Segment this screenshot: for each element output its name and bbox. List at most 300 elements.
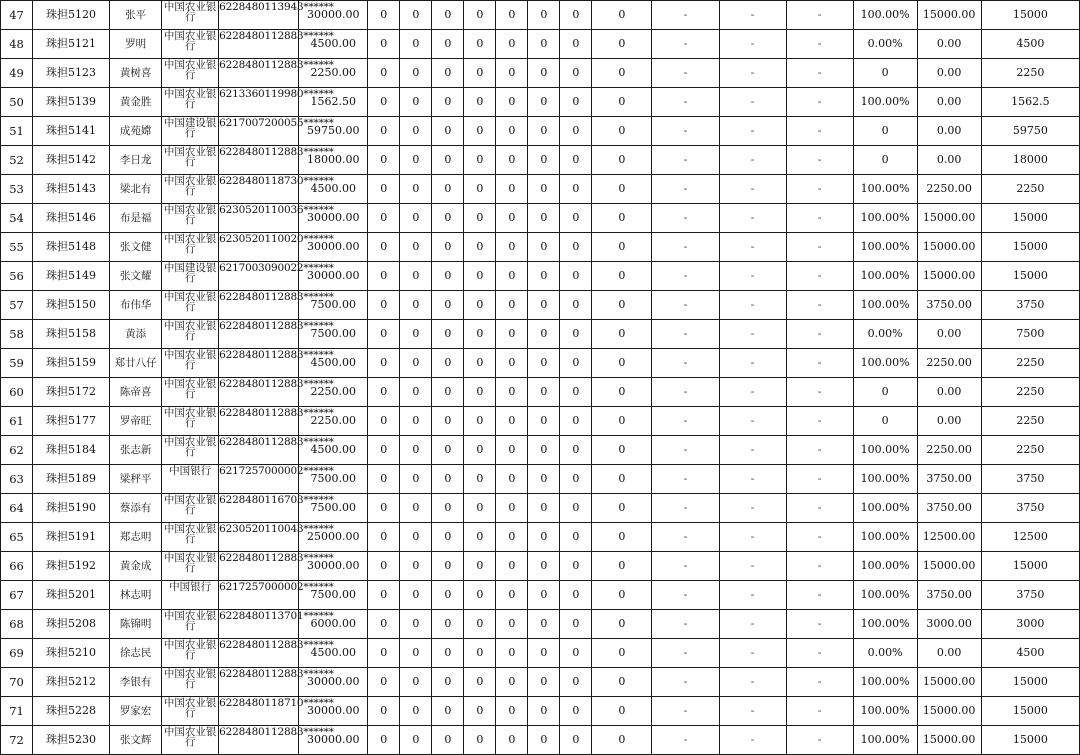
row-paid-cell: 3750.00	[917, 465, 981, 494]
table-row	[1, 494, 1080, 523]
row-zero-cell: 0	[432, 30, 464, 59]
row-index-cell: 57	[1, 291, 33, 320]
table-row	[1, 291, 1080, 320]
row-bank-cell: 中国农业银行	[162, 291, 219, 320]
row-card-number-cell: 6228480112883******	[219, 668, 299, 697]
row-name-cell: 罗家宏	[110, 697, 162, 726]
row-index-cell: 61	[1, 407, 33, 436]
row-zero-cell: 0	[592, 465, 652, 494]
row-zero-cell: 0	[528, 204, 560, 233]
row-name-cell: 布伟华	[110, 291, 162, 320]
row-zero-cell: 0	[496, 639, 528, 668]
row-zero-cell: 0	[528, 552, 560, 581]
row-name-cell: 梁北有	[110, 175, 162, 204]
row-zero-cell: 0	[432, 175, 464, 204]
row-paid-cell: 15000.00	[917, 697, 981, 726]
row-dash-cell: -	[652, 88, 719, 117]
row-bank-cell: 中国农业银行	[162, 436, 219, 465]
row-zero-cell: 0	[592, 233, 652, 262]
row-code-cell: 珠担5230	[33, 726, 110, 755]
row-zero-cell: 0	[496, 59, 528, 88]
row-zero-cell: 0	[592, 291, 652, 320]
row-dash-cell: -	[786, 639, 853, 668]
row-bank-cell: 中国农业银行	[162, 88, 219, 117]
row-zero-cell: 0	[592, 581, 652, 610]
row-code-cell: 珠担5120	[33, 1, 110, 30]
row-zero-cell: 0	[592, 175, 652, 204]
row-zero-cell: 0	[400, 204, 432, 233]
row-dash-cell: -	[652, 552, 719, 581]
row-code-cell: 珠担5190	[33, 494, 110, 523]
row-name-cell: 黄添	[110, 320, 162, 349]
row-zero-cell: 0	[496, 262, 528, 291]
row-total-cell: 59750	[981, 117, 1079, 146]
row-code-cell: 珠担5191	[33, 523, 110, 552]
row-zero-cell: 0	[592, 88, 652, 117]
row-paid-cell: 0.00	[917, 59, 981, 88]
row-zero-cell: 0	[496, 175, 528, 204]
row-zero-cell: 0	[432, 523, 464, 552]
row-zero-cell: 0	[496, 1, 528, 30]
row-amount-cell: 30000.00	[299, 233, 368, 262]
row-zero-cell: 0	[432, 697, 464, 726]
row-zero-cell: 0	[560, 204, 592, 233]
row-zero-cell: 0	[400, 523, 432, 552]
row-zero-cell: 0	[368, 204, 400, 233]
row-zero-cell: 0	[560, 465, 592, 494]
row-index-cell: 49	[1, 59, 33, 88]
row-card-number-cell: 6228480112883******	[219, 349, 299, 378]
row-zero-cell: 0	[464, 233, 496, 262]
row-dash-cell: -	[719, 59, 786, 88]
row-code-cell: 珠担5189	[33, 465, 110, 494]
row-index-cell: 51	[1, 117, 33, 146]
row-zero-cell: 0	[528, 697, 560, 726]
row-zero-cell: 0	[496, 552, 528, 581]
row-zero-cell: 0	[368, 175, 400, 204]
row-zero-cell: 0	[560, 581, 592, 610]
row-zero-cell: 0	[528, 233, 560, 262]
row-zero-cell: 0	[528, 262, 560, 291]
row-paid-cell: 3000.00	[917, 610, 981, 639]
row-zero-cell: 0	[368, 378, 400, 407]
row-card-number-cell: 6228480112883******	[219, 146, 299, 175]
row-index-cell: 53	[1, 175, 33, 204]
row-bank-cell: 中国农业银行	[162, 175, 219, 204]
row-amount-cell: 7500.00	[299, 494, 368, 523]
row-name-cell: 张文健	[110, 233, 162, 262]
row-zero-cell: 0	[560, 668, 592, 697]
row-zero-cell: 0	[592, 117, 652, 146]
row-dash-cell: -	[652, 320, 719, 349]
row-zero-cell: 0	[400, 117, 432, 146]
row-zero-cell: 0	[592, 436, 652, 465]
row-percent-cell: 100.00%	[853, 581, 917, 610]
row-zero-cell: 0	[368, 146, 400, 175]
row-zero-cell: 0	[464, 146, 496, 175]
row-zero-cell: 0	[560, 407, 592, 436]
row-card-number-cell: 6228480112883******	[219, 291, 299, 320]
row-zero-cell: 0	[432, 59, 464, 88]
row-zero-cell: 0	[464, 726, 496, 755]
table-row	[1, 146, 1080, 175]
row-percent-cell: 100.00%	[853, 291, 917, 320]
row-zero-cell: 0	[368, 88, 400, 117]
row-bank-cell: 中国农业银行	[162, 523, 219, 552]
row-zero-cell: 0	[528, 523, 560, 552]
row-dash-cell: -	[652, 581, 719, 610]
row-zero-cell: 0	[368, 697, 400, 726]
table-body	[1, 1, 1080, 755]
row-name-cell: 罗帝旺	[110, 407, 162, 436]
row-zero-cell: 0	[496, 378, 528, 407]
row-card-number-cell: 6228480118710******	[219, 697, 299, 726]
row-zero-cell: 0	[592, 407, 652, 436]
row-zero-cell: 0	[560, 726, 592, 755]
row-zero-cell: 0	[464, 175, 496, 204]
row-zero-cell: 0	[464, 494, 496, 523]
row-dash-cell: -	[719, 291, 786, 320]
row-dash-cell: -	[786, 262, 853, 291]
row-amount-cell: 4500.00	[299, 30, 368, 59]
row-name-cell: 梁秤平	[110, 465, 162, 494]
row-zero-cell: 0	[592, 610, 652, 639]
row-percent-cell: 0	[853, 378, 917, 407]
row-total-cell: 15000	[981, 668, 1079, 697]
row-zero-cell: 0	[400, 581, 432, 610]
row-zero-cell: 0	[432, 320, 464, 349]
row-dash-cell: -	[652, 59, 719, 88]
row-zero-cell: 0	[560, 552, 592, 581]
row-code-cell: 珠担5177	[33, 407, 110, 436]
row-card-number-cell: 6217257000002******	[219, 581, 299, 610]
row-total-cell: 2250	[981, 407, 1079, 436]
row-dash-cell: -	[786, 175, 853, 204]
row-zero-cell: 0	[400, 407, 432, 436]
row-index-cell: 71	[1, 697, 33, 726]
row-zero-cell: 0	[464, 639, 496, 668]
row-index-cell: 70	[1, 668, 33, 697]
row-percent-cell: 100.00%	[853, 697, 917, 726]
row-zero-cell: 0	[400, 610, 432, 639]
row-dash-cell: -	[719, 262, 786, 291]
row-name-cell: 李银有	[110, 668, 162, 697]
row-zero-cell: 0	[432, 233, 464, 262]
row-paid-cell: 3750.00	[917, 581, 981, 610]
row-zero-cell: 0	[592, 1, 652, 30]
table-row	[1, 59, 1080, 88]
row-index-cell: 58	[1, 320, 33, 349]
row-zero-cell: 0	[432, 726, 464, 755]
row-zero-cell: 0	[400, 146, 432, 175]
table-row	[1, 117, 1080, 146]
row-zero-cell: 0	[464, 465, 496, 494]
row-zero-cell: 0	[368, 262, 400, 291]
row-zero-cell: 0	[432, 639, 464, 668]
row-percent-cell: 100.00%	[853, 262, 917, 291]
row-paid-cell: 0.00	[917, 117, 981, 146]
row-dash-cell: -	[719, 1, 786, 30]
row-zero-cell: 0	[560, 494, 592, 523]
row-zero-cell: 0	[496, 88, 528, 117]
row-bank-cell: 中国农业银行	[162, 668, 219, 697]
row-code-cell: 珠担5208	[33, 610, 110, 639]
row-amount-cell: 30000.00	[299, 262, 368, 291]
row-zero-cell: 0	[496, 726, 528, 755]
row-zero-cell: 0	[528, 146, 560, 175]
row-name-cell: 张文耀	[110, 262, 162, 291]
row-zero-cell: 0	[368, 581, 400, 610]
row-dash-cell: -	[719, 726, 786, 755]
row-dash-cell: -	[652, 349, 719, 378]
row-zero-cell: 0	[400, 436, 432, 465]
row-zero-cell: 0	[464, 668, 496, 697]
row-total-cell: 15000	[981, 1, 1079, 30]
row-index-cell: 62	[1, 436, 33, 465]
row-dash-cell: -	[786, 523, 853, 552]
row-dash-cell: -	[786, 610, 853, 639]
row-dash-cell: -	[719, 204, 786, 233]
row-name-cell: 林志明	[110, 581, 162, 610]
row-zero-cell: 0	[592, 552, 652, 581]
row-bank-cell: 中国农业银行	[162, 552, 219, 581]
row-zero-cell: 0	[464, 1, 496, 30]
row-total-cell: 15000	[981, 233, 1079, 262]
row-card-number-cell: 6228480116703******	[219, 494, 299, 523]
table-row	[1, 610, 1080, 639]
row-code-cell: 珠担5141	[33, 117, 110, 146]
row-zero-cell: 0	[560, 523, 592, 552]
row-bank-cell: 中国银行	[162, 581, 219, 610]
row-dash-cell: -	[786, 30, 853, 59]
table-row	[1, 407, 1080, 436]
row-dash-cell: -	[719, 494, 786, 523]
row-total-cell: 3750	[981, 465, 1079, 494]
row-percent-cell: 0	[853, 407, 917, 436]
row-index-cell: 68	[1, 610, 33, 639]
row-zero-cell: 0	[464, 30, 496, 59]
table-row	[1, 349, 1080, 378]
row-bank-cell: 中国农业银行	[162, 610, 219, 639]
row-dash-cell: -	[652, 175, 719, 204]
row-dash-cell: -	[652, 697, 719, 726]
row-zero-cell: 0	[592, 378, 652, 407]
table-row	[1, 523, 1080, 552]
row-total-cell: 2250	[981, 349, 1079, 378]
row-amount-cell: 7500.00	[299, 291, 368, 320]
row-zero-cell: 0	[432, 494, 464, 523]
row-zero-cell: 0	[400, 697, 432, 726]
row-dash-cell: -	[786, 146, 853, 175]
row-bank-cell: 中国农业银行	[162, 146, 219, 175]
row-total-cell: 3750	[981, 291, 1079, 320]
row-zero-cell: 0	[528, 117, 560, 146]
row-zero-cell: 0	[368, 494, 400, 523]
row-amount-cell: 59750.00	[299, 117, 368, 146]
row-index-cell: 52	[1, 146, 33, 175]
row-percent-cell: 0.00%	[853, 320, 917, 349]
table-row	[1, 668, 1080, 697]
row-dash-cell: -	[786, 1, 853, 30]
row-zero-cell: 0	[368, 639, 400, 668]
row-bank-cell: 中国农业银行	[162, 726, 219, 755]
table-row	[1, 726, 1080, 755]
row-percent-cell: 100.00%	[853, 552, 917, 581]
row-zero-cell: 0	[400, 175, 432, 204]
row-zero-cell: 0	[464, 349, 496, 378]
row-card-number-cell: 6217003090022******	[219, 262, 299, 291]
row-paid-cell: 0.00	[917, 639, 981, 668]
row-amount-cell: 2250.00	[299, 407, 368, 436]
row-dash-cell: -	[719, 552, 786, 581]
row-zero-cell: 0	[528, 436, 560, 465]
row-zero-cell: 0	[528, 407, 560, 436]
row-card-number-cell: 6228480112883******	[219, 639, 299, 668]
row-total-cell: 1562.5	[981, 88, 1079, 117]
row-zero-cell: 0	[368, 320, 400, 349]
row-zero-cell: 0	[368, 436, 400, 465]
row-zero-cell: 0	[368, 523, 400, 552]
table-row	[1, 639, 1080, 668]
row-zero-cell: 0	[592, 204, 652, 233]
row-zero-cell: 0	[400, 378, 432, 407]
row-dash-cell: -	[719, 117, 786, 146]
row-zero-cell: 0	[400, 262, 432, 291]
row-paid-cell: 15000.00	[917, 668, 981, 697]
row-amount-cell: 4500.00	[299, 175, 368, 204]
row-name-cell: 张平	[110, 1, 162, 30]
row-zero-cell: 0	[528, 1, 560, 30]
row-zero-cell: 0	[496, 610, 528, 639]
row-amount-cell: 4500.00	[299, 436, 368, 465]
row-total-cell: 12500	[981, 523, 1079, 552]
row-paid-cell: 0.00	[917, 146, 981, 175]
row-zero-cell: 0	[368, 117, 400, 146]
row-zero-cell: 0	[496, 581, 528, 610]
table-row	[1, 88, 1080, 117]
row-index-cell: 60	[1, 378, 33, 407]
row-amount-cell: 30000.00	[299, 552, 368, 581]
row-zero-cell: 0	[528, 30, 560, 59]
row-zero-cell: 0	[464, 262, 496, 291]
row-dash-cell: -	[786, 291, 853, 320]
row-zero-cell: 0	[592, 30, 652, 59]
row-zero-cell: 0	[528, 581, 560, 610]
row-zero-cell: 0	[464, 59, 496, 88]
row-zero-cell: 0	[464, 552, 496, 581]
row-percent-cell: 0	[853, 146, 917, 175]
row-zero-cell: 0	[400, 494, 432, 523]
row-paid-cell: 15000.00	[917, 552, 981, 581]
row-zero-cell: 0	[368, 59, 400, 88]
row-paid-cell: 0.00	[917, 320, 981, 349]
row-name-cell: 罗明	[110, 30, 162, 59]
row-name-cell: 陈帝喜	[110, 378, 162, 407]
row-percent-cell: 100.00%	[853, 349, 917, 378]
row-zero-cell: 0	[464, 204, 496, 233]
row-dash-cell: -	[786, 88, 853, 117]
row-zero-cell: 0	[432, 291, 464, 320]
row-code-cell: 珠担5192	[33, 552, 110, 581]
table-row	[1, 320, 1080, 349]
row-bank-cell: 中国农业银行	[162, 204, 219, 233]
row-zero-cell: 0	[464, 88, 496, 117]
row-zero-cell: 0	[432, 262, 464, 291]
row-dash-cell: -	[719, 146, 786, 175]
row-zero-cell: 0	[528, 494, 560, 523]
row-zero-cell: 0	[528, 59, 560, 88]
row-card-number-cell: 6217257000002******	[219, 465, 299, 494]
table-row	[1, 465, 1080, 494]
row-percent-cell: 100.00%	[853, 726, 917, 755]
row-bank-cell: 中国农业银行	[162, 378, 219, 407]
row-index-cell: 59	[1, 349, 33, 378]
table-row	[1, 378, 1080, 407]
row-code-cell: 珠担5146	[33, 204, 110, 233]
table-row	[1, 30, 1080, 59]
row-index-cell: 64	[1, 494, 33, 523]
row-index-cell: 69	[1, 639, 33, 668]
row-bank-cell: 中国农业银行	[162, 407, 219, 436]
row-total-cell: 2250	[981, 378, 1079, 407]
row-code-cell: 珠担5184	[33, 436, 110, 465]
row-dash-cell: -	[786, 726, 853, 755]
row-zero-cell: 0	[560, 175, 592, 204]
row-percent-cell: 100.00%	[853, 610, 917, 639]
row-name-cell: 黄金成	[110, 552, 162, 581]
row-code-cell: 珠担5212	[33, 668, 110, 697]
row-amount-cell: 25000.00	[299, 523, 368, 552]
row-zero-cell: 0	[528, 88, 560, 117]
row-dash-cell: -	[719, 465, 786, 494]
row-zero-cell: 0	[528, 291, 560, 320]
row-zero-cell: 0	[496, 407, 528, 436]
row-code-cell: 珠担5228	[33, 697, 110, 726]
row-zero-cell: 0	[560, 320, 592, 349]
row-amount-cell: 4500.00	[299, 349, 368, 378]
row-percent-cell: 0	[853, 59, 917, 88]
table-row	[1, 697, 1080, 726]
row-code-cell: 珠担5142	[33, 146, 110, 175]
row-dash-cell: -	[786, 552, 853, 581]
row-paid-cell: 12500.00	[917, 523, 981, 552]
row-index-cell: 50	[1, 88, 33, 117]
row-zero-cell: 0	[592, 494, 652, 523]
row-amount-cell: 18000.00	[299, 146, 368, 175]
row-bank-cell: 中国农业银行	[162, 697, 219, 726]
row-zero-cell: 0	[560, 436, 592, 465]
row-zero-cell: 0	[400, 88, 432, 117]
row-zero-cell: 0	[560, 59, 592, 88]
row-zero-cell: 0	[400, 320, 432, 349]
row-total-cell: 4500	[981, 639, 1079, 668]
row-index-cell: 47	[1, 1, 33, 30]
row-zero-cell: 0	[592, 639, 652, 668]
row-amount-cell: 4500.00	[299, 639, 368, 668]
row-total-cell: 3750	[981, 494, 1079, 523]
row-dash-cell: -	[652, 117, 719, 146]
row-zero-cell: 0	[592, 726, 652, 755]
row-amount-cell: 7500.00	[299, 581, 368, 610]
row-zero-cell: 0	[560, 697, 592, 726]
row-zero-cell: 0	[560, 88, 592, 117]
row-zero-cell: 0	[464, 610, 496, 639]
row-code-cell: 珠担5201	[33, 581, 110, 610]
row-dash-cell: -	[719, 581, 786, 610]
row-index-cell: 48	[1, 30, 33, 59]
row-zero-cell: 0	[368, 30, 400, 59]
row-dash-cell: -	[786, 668, 853, 697]
